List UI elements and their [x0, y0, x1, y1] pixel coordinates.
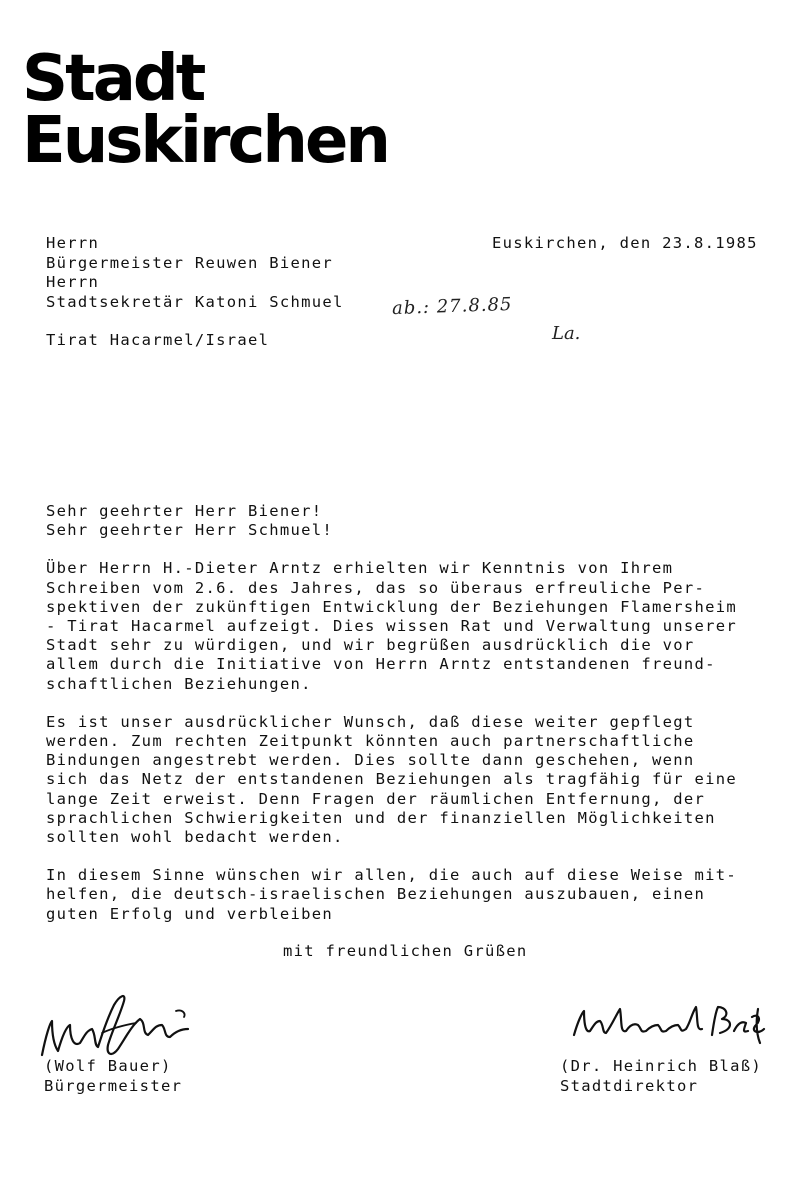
body-line: Über Herrn H.-Dieter Arntz erhielten wir Kenntnis von Ihrem [46, 559, 674, 578]
handwritten-note: ab.: 27.8.85 [391, 293, 513, 320]
city-logo [22, 42, 388, 178]
letter-body [46, 502, 786, 924]
body-line: Es ist unser ausdrücklicher Wunsch, daß diese weiter gepflegt [46, 712, 695, 731]
letter-date: Euskirchen, den 23.8.1985 [492, 234, 758, 252]
paragraph-1 [46, 559, 786, 693]
paragraph-2 [46, 713, 786, 847]
signatory-name: (Wolf Bauer) [44, 1057, 172, 1075]
body-line: werden. Zum rechten Zeitpunkt könnten auch partnerschaftliche [46, 732, 695, 751]
body-line: allem durch die Initiative von Herrn Arntz entstandenen freund- [46, 655, 716, 674]
body-line: In diesem Sinne wünschen wir allen, die auch auf diese Weise mit- [46, 866, 738, 885]
signatory-name: (Dr. Heinrich Blaß) [560, 1057, 763, 1075]
body-line: spektiven der zukünftigen Entwicklung der Beziehungen Flamersheim [46, 597, 738, 616]
address-line: Stadtsekretär Katoni Schmuel [46, 292, 344, 311]
address-line: Herrn [46, 234, 100, 252]
paragraph-3 [46, 866, 786, 924]
body-line: guten Erfolg und verbleiben [46, 904, 334, 923]
body-line: Bindungen angestrebt werden. Dies sollte dann geschehen, wenn [46, 751, 695, 770]
body-line: lange Zeit erweist. Denn Fragen der räumlichen Entfernung, der [46, 789, 706, 808]
signatory-title: Bürgermeister [44, 1076, 183, 1095]
body-line: Stadt sehr zu würdigen, und wir begrüßen ausdrücklich die vor [46, 636, 695, 655]
handwritten-initials: La. [552, 323, 581, 344]
body-line: sprachlichen Schwierigkeiten und der finanziellen Möglichkeiten [46, 808, 716, 827]
salutation [46, 502, 786, 540]
logo-line-2: Euskirchen [22, 104, 388, 178]
address-line: Herrn [46, 273, 100, 292]
body-line: schaftlichen Beziehungen. [46, 674, 312, 693]
address-city: Tirat Hacarmel/Israel [46, 331, 270, 350]
body-line: sich das Netz der entstandenen Beziehungen als tragfähig für eine [46, 770, 738, 789]
body-line: - Tirat Hacarmel aufzeigt. Dies wissen Rat und Verwaltung unserer [46, 617, 738, 636]
logo-line-1: Stadt [22, 42, 204, 116]
salutation-line: Sehr geehrter Herr Schmuel! [46, 521, 334, 540]
body-line: helfen, die deutsch-israelischen Beziehungen auszubauen, einen [46, 885, 706, 904]
salutation-line: Sehr geehrter Herr Biener! [46, 502, 323, 520]
body-line: Schreiben vom 2.6. des Jahres, das so überaus erfreuliche Per- [46, 578, 706, 597]
signatory-title: Stadtdirektor [560, 1076, 699, 1095]
recipient-address [46, 234, 344, 351]
signatory-right [560, 1057, 762, 1096]
signature-blass [570, 995, 770, 1050]
address-line: Bürgermeister Reuwen Biener [46, 253, 334, 272]
closing-phrase: mit freundlichen Grüßen [283, 942, 528, 960]
signatory-left [44, 1057, 182, 1096]
body-line: sollten wohl bedacht werden. [46, 828, 344, 847]
